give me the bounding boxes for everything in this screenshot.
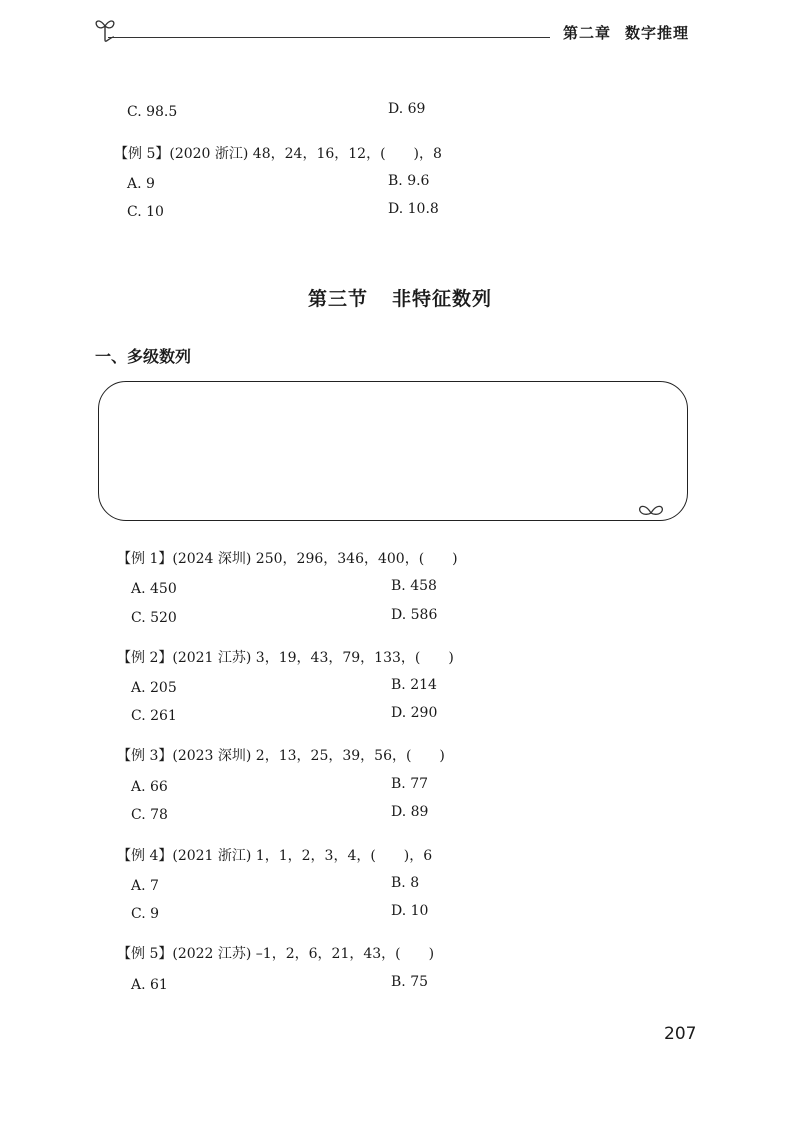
question-stem: 【例 5】(2020 浙江) 48，24，16，12，( )，8 [114,146,442,162]
section-title: 非特征数列 [392,288,493,310]
option-c: C. 78 [131,807,168,823]
question-stem: 【例 5】(2022 江苏) –1，2，6，21，43，( ) [117,946,435,962]
chapter-title: 数字推理 [625,24,690,42]
page-number: 207 [664,1024,697,1044]
option-b: B. 75 [391,974,429,990]
option-c: C. 10 [127,204,164,220]
option-c: C. 520 [131,610,177,626]
option-d: D. 10 [391,903,429,919]
leaf-icon [636,499,666,517]
note-box [98,381,688,521]
question-stem: 【例 3】(2023 深圳) 2，13，25，39，56，( ) [117,748,445,764]
subsection-heading: 一、多级数列 [95,347,192,366]
option-d: D. 586 [391,607,438,623]
option-a: A. 66 [131,779,168,795]
section-number: 第三节 [307,288,368,310]
option-b: B. 214 [391,677,437,693]
option-b: B. 458 [391,578,437,594]
option-c: C. 98.5 [127,104,178,120]
option-c: C. 261 [131,708,177,724]
question-stem: 【例 2】(2021 江苏) 3，19，43，79，133，( ) [117,650,454,666]
option-b: B. 77 [391,776,429,792]
option-d: D. 89 [391,804,429,820]
question-stem: 【例 4】(2021 浙江) 1，1，2，3，4，( )，6 [117,848,433,864]
chapter-number: 第二章 [563,24,612,42]
option-a: A. 9 [127,176,155,192]
question-stem: 【例 1】(2024 深圳) 250，296，346，400，( ) [117,551,458,567]
option-a: A. 205 [131,680,177,696]
option-c: C. 9 [131,906,160,922]
option-d: D. 10.8 [388,201,439,217]
option-a: A. 7 [131,878,159,894]
header-rule [108,37,550,38]
section-heading [0,284,800,311]
running-header [563,22,689,43]
option-a: A. 61 [131,977,168,993]
option-d: D. 69 [388,101,426,117]
option-a: A. 450 [131,581,177,597]
option-d: D. 290 [391,705,438,721]
option-b: B. 8 [391,875,420,891]
option-b: B. 9.6 [388,173,430,189]
